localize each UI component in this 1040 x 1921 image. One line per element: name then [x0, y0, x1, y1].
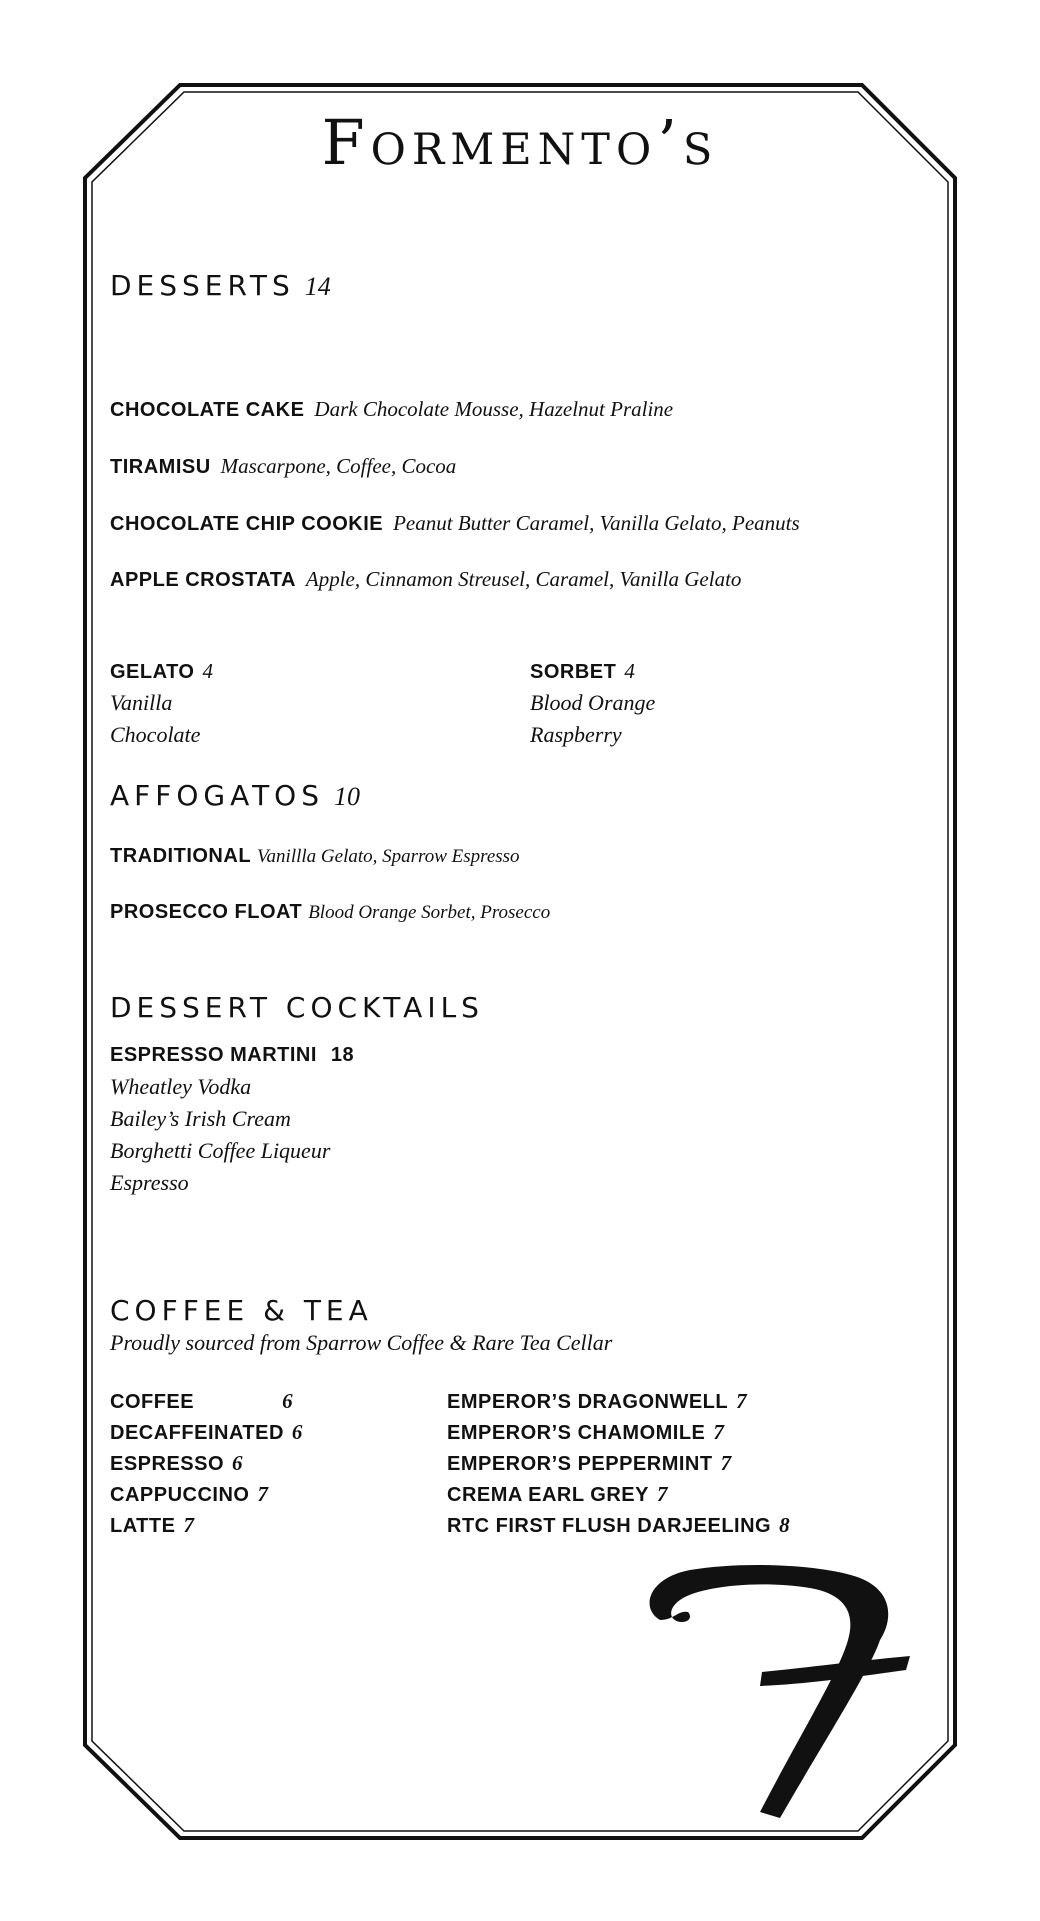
- coffee-price: 6: [232, 1451, 244, 1475]
- item-description: Dark Chocolate Mousse, Hazelnut Praline: [314, 397, 674, 421]
- sorbet-block: [530, 656, 655, 751]
- sorbet-flavor: Blood Orange: [530, 690, 656, 715]
- desserts-heading-label: DESSERTS: [110, 269, 295, 302]
- list-item: [110, 567, 741, 592]
- cocktail-ingredient: Espresso: [110, 1170, 189, 1195]
- coffee-name: CAPPUCCINO: [110, 1484, 250, 1506]
- tea-price: 8: [779, 1513, 791, 1537]
- cocktail-price: 18: [330, 1044, 355, 1066]
- restaurant-title: Formento’s: [321, 106, 719, 179]
- affogatos-price: 10: [334, 782, 360, 811]
- sorbet-name: SORBET: [530, 661, 617, 683]
- item-name: APPLE CROSTATA: [110, 569, 296, 591]
- tea-name: CREMA EARL GREY: [447, 1484, 649, 1506]
- coffee-name: COFFEE: [110, 1391, 195, 1413]
- coffee-tea-subtitle: Proudly sourced from Sparrow Coffee & Rare Tea Cellar: [110, 1330, 613, 1355]
- list-item: [110, 454, 456, 479]
- f-monogram-icon: [630, 1560, 920, 1830]
- item-description: Apple, Cinnamon Streusel, Caramel, Vanilla Gelato: [305, 567, 742, 591]
- item-description: Peanut Butter Caramel, Vanilla Gelato, Peanuts: [393, 511, 800, 535]
- item-name: TIRAMISU: [110, 456, 211, 478]
- list-item: [110, 397, 673, 422]
- desserts-price: 14: [304, 272, 331, 301]
- item-description: Vanillla Gelato, Sparrow Espresso: [257, 846, 520, 867]
- cocktail-name: ESPRESSO MARTINI: [110, 1044, 317, 1066]
- coffee-name: DECAFFEINATED: [110, 1422, 284, 1444]
- desserts-heading: [110, 269, 331, 302]
- coffee-name: ESPRESSO: [110, 1453, 225, 1475]
- cocktail-ingredient: Bailey’s Irish Cream: [110, 1106, 291, 1131]
- tea-price: 7: [736, 1389, 748, 1413]
- tea-name: EMPEROR’S CHAMOMILE: [447, 1422, 706, 1444]
- gelato-block: [110, 656, 213, 751]
- tea-name: EMPEROR’S PEPPERMINT: [447, 1453, 713, 1475]
- item-description: Mascarpone, Coffee, Cocoa: [220, 454, 457, 478]
- gelato-price: 4: [202, 659, 213, 683]
- sorbet-price: 4: [624, 659, 635, 683]
- gelato-flavor: Chocolate: [110, 722, 201, 747]
- tea-name: RTC FIRST FLUSH DARJEELING: [447, 1515, 772, 1537]
- coffee-price: 7: [257, 1482, 269, 1506]
- tea-price: 7: [713, 1420, 725, 1444]
- sorbet-flavor: Raspberry: [530, 722, 622, 747]
- affogatos-heading-label: AFFOGATOS: [110, 779, 324, 812]
- tea-list: [447, 1386, 790, 1541]
- coffee-tea-heading: COFFEE & TEA: [110, 1294, 373, 1327]
- coffee-price: 7: [183, 1513, 195, 1537]
- coffee-list: [110, 1386, 303, 1541]
- tea-price: 7: [720, 1451, 732, 1475]
- gelato-flavor: Vanilla: [110, 690, 173, 715]
- cocktail-ingredient: Borghetti Coffee Liqueur: [110, 1138, 331, 1163]
- item-name: TRADITIONAL: [110, 845, 252, 867]
- item-description: Blood Orange Sorbet, Prosecco: [308, 902, 551, 923]
- cocktails-heading: DESSERT COCKTAILS: [110, 991, 484, 1024]
- affogatos-heading: [110, 779, 360, 812]
- tea-name: EMPEROR’S DRAGONWELL: [447, 1391, 729, 1413]
- cocktail-ingredient: Wheatley Vodka: [110, 1074, 252, 1099]
- coffee-price: 6: [291, 1420, 303, 1444]
- gelato-name: GELATO: [110, 661, 195, 683]
- tea-price: 7: [656, 1482, 668, 1506]
- list-item: [110, 845, 520, 868]
- item-name: CHOCOLATE CHIP COOKIE: [110, 513, 384, 535]
- list-item: [110, 901, 550, 924]
- cocktail-item: [110, 1040, 354, 1199]
- item-name: CHOCOLATE CAKE: [110, 399, 305, 421]
- item-name: PROSECCO FLOAT: [110, 901, 303, 923]
- coffee-name: LATTE: [110, 1515, 176, 1537]
- coffee-price: 6: [282, 1389, 294, 1413]
- list-item: [110, 511, 800, 536]
